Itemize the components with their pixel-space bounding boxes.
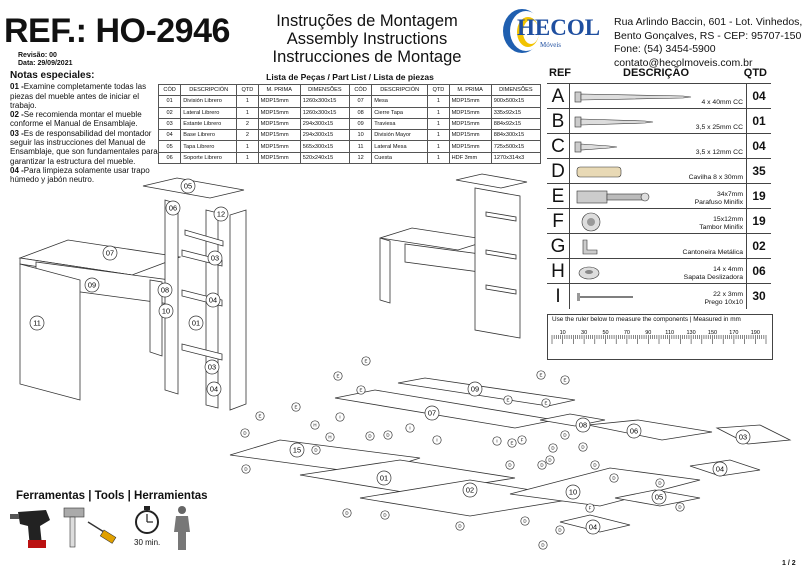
ruler-label: 110: [665, 330, 675, 336]
fastener-label: E: [539, 372, 543, 378]
tools-title: Ferramentas | Tools | Herramientas: [16, 490, 208, 502]
revision-text: Revisão: 00: [18, 52, 57, 59]
exploded-part-label: 03: [738, 432, 748, 442]
parts-column-header: DIMENSÕES: [300, 85, 349, 96]
title-es: Instrucciones de Montage: [272, 48, 462, 66]
hardware-size: 14 x 4mm: [713, 266, 743, 273]
table-cell: MDP15mm: [258, 96, 300, 107]
hardware-name: Sapata Deslizadora: [683, 274, 743, 281]
fastener-label: D: [243, 430, 247, 436]
overview-part-label: 01: [191, 318, 201, 328]
table-cell: 884x92x15: [491, 118, 540, 129]
hardware-quantity: 06: [746, 259, 771, 284]
table-cell: 11: [349, 141, 371, 152]
hardware-desc-header: DESCRIÇÃO: [623, 67, 690, 79]
ruler-label: 90: [645, 330, 652, 336]
hardware-name: Tambor Minifix: [699, 224, 743, 231]
table-cell: MDP15mm: [449, 107, 491, 118]
note-text: Examine completamente todas las piezas del mueble antes de iniciar el trabajo.: [10, 82, 147, 110]
fastener-label: I: [436, 437, 438, 443]
hardware-letter: G: [547, 234, 570, 259]
parts-column-header: CÓD: [349, 85, 371, 96]
ruler-label: 50: [602, 330, 609, 336]
table-cell: 1270x314x3: [491, 152, 540, 163]
fastener-label: F: [588, 505, 592, 511]
table-cell: 1: [428, 96, 449, 107]
hardware-quantity: 01: [746, 109, 771, 134]
table-cell: MDP15mm: [258, 130, 300, 141]
note-number: 02 -: [10, 110, 24, 120]
bookcase-lateral-panel: [230, 210, 246, 410]
table-cell: 725x500x15: [491, 141, 540, 152]
assembled-desk-top: [380, 228, 490, 250]
table-cell: 1260x300x15: [300, 96, 349, 107]
title-pt: Instruções de Montagem: [276, 12, 458, 30]
person-icon: [174, 506, 190, 550]
fastener-label: D: [658, 480, 662, 486]
exploded-part-label: 04: [715, 464, 725, 474]
assembled-bookcase-top: [456, 174, 527, 188]
fastener-label: E: [359, 387, 363, 393]
ruler-caption: Use the ruler below to measure the components | Measured in mm: [552, 316, 741, 323]
ruler-label: 190: [750, 330, 760, 336]
hardware-size: 34x7mm: [716, 191, 743, 198]
fastener-label: E: [294, 404, 298, 410]
ruler-label: 70: [623, 330, 630, 336]
overview-part-label: 07: [105, 248, 115, 258]
table-cell: División Librero: [181, 96, 237, 107]
ruler-label: 130: [686, 330, 696, 336]
date-text: Data: 29/09/2021: [18, 60, 73, 67]
fastener-label: D: [345, 510, 349, 516]
note-text: Es de responsabilidad del montador seguir las instrucciones del Manual de Ensamblaje, que son fundamentales para garantizar la estructura del mueble.: [10, 128, 158, 166]
fastener-label: D: [383, 512, 387, 518]
table-cell: MDP15mm: [258, 107, 300, 118]
fastener-label: E: [506, 397, 510, 403]
table-cell: 294x300x15: [300, 118, 349, 129]
table-cell: 565x300x15: [300, 141, 349, 152]
hardware-quantity: 19: [746, 209, 771, 234]
fastener-label: D: [540, 462, 544, 468]
hardware-letter: B: [547, 109, 570, 134]
note-text: Se recomienda montar el mueble conforme el Manual de Ensamblaje.: [10, 110, 142, 129]
table-cell: 05: [159, 141, 181, 152]
fastener-label: D: [581, 444, 585, 450]
table-cell: 07: [349, 96, 371, 107]
fastener-label: I: [339, 414, 341, 420]
table-cell: 2: [237, 118, 258, 129]
desk-side-panel: [20, 264, 80, 400]
table-cell: Cuesta: [372, 152, 428, 163]
hardware-quantity: 04: [746, 134, 771, 159]
fastener-label: D: [612, 475, 616, 481]
table-cell: MDP15mm: [258, 141, 300, 152]
screwdriver-icon: [88, 522, 116, 543]
table-cell: HDF 3mm: [449, 152, 491, 163]
fastener-label: D: [593, 462, 597, 468]
exploded-part-label: 08: [578, 420, 588, 430]
hardware-quantity: 30: [746, 284, 771, 309]
fastener-label: D: [458, 523, 462, 529]
hardware-quantity: 35: [746, 159, 771, 184]
hardware-letter: A: [547, 84, 570, 109]
note-number: 04 -: [10, 165, 24, 175]
parts-column-header: QTD: [428, 85, 449, 96]
hardware-name: 4 x 40mm CC: [701, 99, 743, 106]
parts-column-header: M. PRIMA: [258, 85, 300, 96]
fastener-label: E: [258, 413, 262, 419]
fastener-label: D: [523, 518, 527, 524]
parts-column-header: DIMENSÕES: [491, 85, 540, 96]
exploded-part-label: 05: [654, 492, 664, 502]
fastener-label: D: [678, 504, 682, 510]
fastener-label: H: [313, 422, 317, 428]
fastener-label: D: [551, 445, 555, 451]
hardware-letter: C: [547, 134, 570, 159]
overview-part-label: 04: [208, 295, 218, 305]
table-cell: 1: [428, 141, 449, 152]
table-cell: 520x240x15: [300, 152, 349, 163]
ruler-label: 170: [729, 330, 739, 336]
fastener-label: D: [558, 527, 562, 533]
hardware-qty-header: QTD: [743, 67, 767, 79]
hammer-icon: [64, 508, 84, 547]
assembly-time: 30 min.: [134, 538, 161, 547]
table-cell: Cierre Tapa: [372, 107, 428, 118]
hardware-letter: H: [547, 259, 570, 284]
table-cell: 08: [349, 107, 371, 118]
overview-part-label: 11: [33, 318, 41, 328]
table-cell: 01: [159, 96, 181, 107]
table-cell: 10: [349, 130, 371, 141]
hardware-letter: E: [547, 184, 570, 209]
overview-part-label: 10: [161, 306, 171, 316]
fastener-label: D: [541, 542, 545, 548]
overview-part-label: 09: [87, 280, 97, 290]
hardware-name: Cavilha 8 x 30mm: [688, 174, 743, 181]
parts-column-header: DESCRIPCIÓN: [372, 85, 428, 96]
hardware-quantity: 02: [746, 234, 771, 259]
hardware-letter: I: [547, 284, 570, 309]
fastener-label: E: [364, 358, 368, 364]
exploded-panel-06: [588, 420, 712, 440]
hardware-letter: F: [547, 209, 570, 234]
fastener-label: D: [244, 466, 248, 472]
exploded-part-label: 09: [470, 384, 480, 394]
address-line1: Rua Arlindo Baccin, 601 - Lot. Vinhedos,: [614, 16, 803, 28]
overview-part-label: 03: [210, 253, 220, 263]
hardware-name: Parafuso Minifix: [694, 199, 743, 206]
overview-part-label: 12: [216, 209, 226, 219]
hardware-name: 3,5 x 25mm CC: [695, 124, 743, 131]
table-cell: Estante Librero: [181, 118, 237, 129]
hardware-name: 3,5 x 12mm CC: [695, 149, 743, 156]
table-cell: Base Librero: [181, 130, 237, 141]
ruler-label: 30: [581, 330, 588, 336]
table-cell: Traviesa: [372, 118, 428, 129]
table-cell: MDP15mm: [449, 96, 491, 107]
parts-list-title: Lista de Peças / Part List / Lista de piezas: [266, 72, 434, 82]
logo-sub: Móveis: [540, 41, 561, 49]
assembled-desk-side: [380, 238, 390, 303]
hardware-quantity: 19: [746, 184, 771, 209]
table-cell: 12: [349, 152, 371, 163]
assembled-bookcase-body: [475, 188, 520, 338]
notes-title: Notas especiales:: [10, 70, 95, 81]
table-cell: 1260x300x15: [300, 107, 349, 118]
table-cell: 04: [159, 130, 181, 141]
exploded-panel-03: [717, 425, 790, 444]
fastener-label: D: [386, 432, 390, 438]
table-cell: 2: [237, 130, 258, 141]
page-number: 1 / 2: [782, 560, 796, 567]
fastener-label: D: [548, 457, 552, 463]
table-cell: MDP15mm: [258, 118, 300, 129]
hardware-size: 22 x 3mm: [713, 291, 743, 298]
overview-part-label: 08: [160, 285, 170, 295]
table-cell: 1: [428, 130, 449, 141]
fastener-label: E: [336, 373, 340, 379]
fastener-label: E: [510, 440, 514, 446]
exploded-part-label: 01: [379, 473, 389, 483]
table-cell: 1: [428, 152, 449, 163]
table-cell: 1: [237, 152, 258, 163]
table-cell: MDP15mm: [449, 141, 491, 152]
table-cell: 294x300x15: [300, 130, 349, 141]
table-cell: 1: [237, 141, 258, 152]
table-cell: 1: [237, 96, 258, 107]
assembled-desk-traverse: [405, 244, 480, 272]
ruler-label: 150: [707, 330, 718, 336]
table-cell: 09: [349, 118, 371, 129]
table-cell: 1: [428, 107, 449, 118]
product-reference: REF.: HO-2946: [4, 12, 230, 50]
address-line2: Bento Gonçalves, RS - CEP: 95707-150: [614, 29, 802, 42]
exploded-part-label: 02: [465, 485, 475, 495]
table-cell: Lateral Librero: [181, 107, 237, 118]
note-number: 03 -: [10, 128, 24, 138]
table-cell: MDP15mm: [449, 118, 491, 129]
fastener-label: I: [496, 438, 498, 444]
exploded-part-label: 10: [568, 487, 578, 497]
parts-column-header: DESCRIPCIÓN: [181, 85, 237, 96]
fastener-label: D: [563, 432, 567, 438]
title-en: Assembly Instructions: [286, 30, 448, 48]
table-cell: 335x92x15: [491, 107, 540, 118]
table-cell: Soporte Librero: [181, 152, 237, 163]
ruler-label: 10: [559, 330, 566, 336]
note-text: Para limpieza solamente usar trapo húmedo y jabón neutro.: [10, 165, 150, 185]
drill-icon: [10, 510, 50, 548]
overview-part-label: 04: [209, 384, 219, 394]
email-text: contato@hecolmoveis.com.br: [614, 56, 753, 69]
fastener-label: F: [520, 437, 524, 443]
hardware-letter: D: [547, 159, 570, 184]
hardware-quantity: 04: [746, 84, 771, 109]
table-cell: 03: [159, 118, 181, 129]
table-cell: 06: [159, 152, 181, 163]
overview-part-label: 03: [207, 362, 217, 372]
phone-text: Fone: (54) 3454-5900: [614, 43, 716, 55]
parts-column-header: M. PRIMA: [449, 85, 491, 96]
table-cell: División Mayor: [372, 130, 428, 141]
fastener-label: E: [563, 377, 567, 383]
table-cell: 1: [428, 118, 449, 129]
table-cell: Tapa Librero: [181, 141, 237, 152]
parts-column-header: QTD: [237, 85, 258, 96]
overview-part-label: 05: [183, 181, 193, 191]
fastener-label: I: [409, 425, 411, 431]
table-cell: MDP15mm: [449, 130, 491, 141]
hardware-size: 15x12mm: [713, 216, 743, 223]
logo-brand: HECOL: [517, 15, 601, 40]
table-cell: Mesa: [372, 96, 428, 107]
table-cell: 1: [237, 107, 258, 118]
fastener-label: D: [314, 447, 318, 453]
exploded-part-label: 15: [292, 445, 302, 455]
exploded-part-label: 07: [427, 408, 437, 418]
overview-part-label: 06: [168, 203, 178, 213]
table-cell: 900x500x15: [491, 96, 540, 107]
table-cell: Lateral Mesa: [372, 141, 428, 152]
stopwatch-icon: [136, 506, 158, 533]
fastener-label: H: [328, 434, 332, 440]
table-cell: MDP15mm: [258, 152, 300, 163]
table-cell: 884x300x15: [491, 130, 540, 141]
hardware-name: Cantoneira Metálica: [682, 249, 743, 256]
exploded-part-label: 04: [588, 522, 598, 532]
parts-column-header: CÓD: [159, 85, 181, 96]
table-cell: 02: [159, 107, 181, 118]
fastener-label: D: [368, 433, 372, 439]
note-number: 01 -: [10, 82, 24, 92]
exploded-part-label: 06: [629, 426, 639, 436]
hardware-name: Prego 10x10: [704, 299, 743, 306]
fastener-label: D: [508, 462, 512, 468]
hardware-ref-header: REF: [549, 67, 571, 79]
fastener-label: E: [544, 400, 548, 406]
